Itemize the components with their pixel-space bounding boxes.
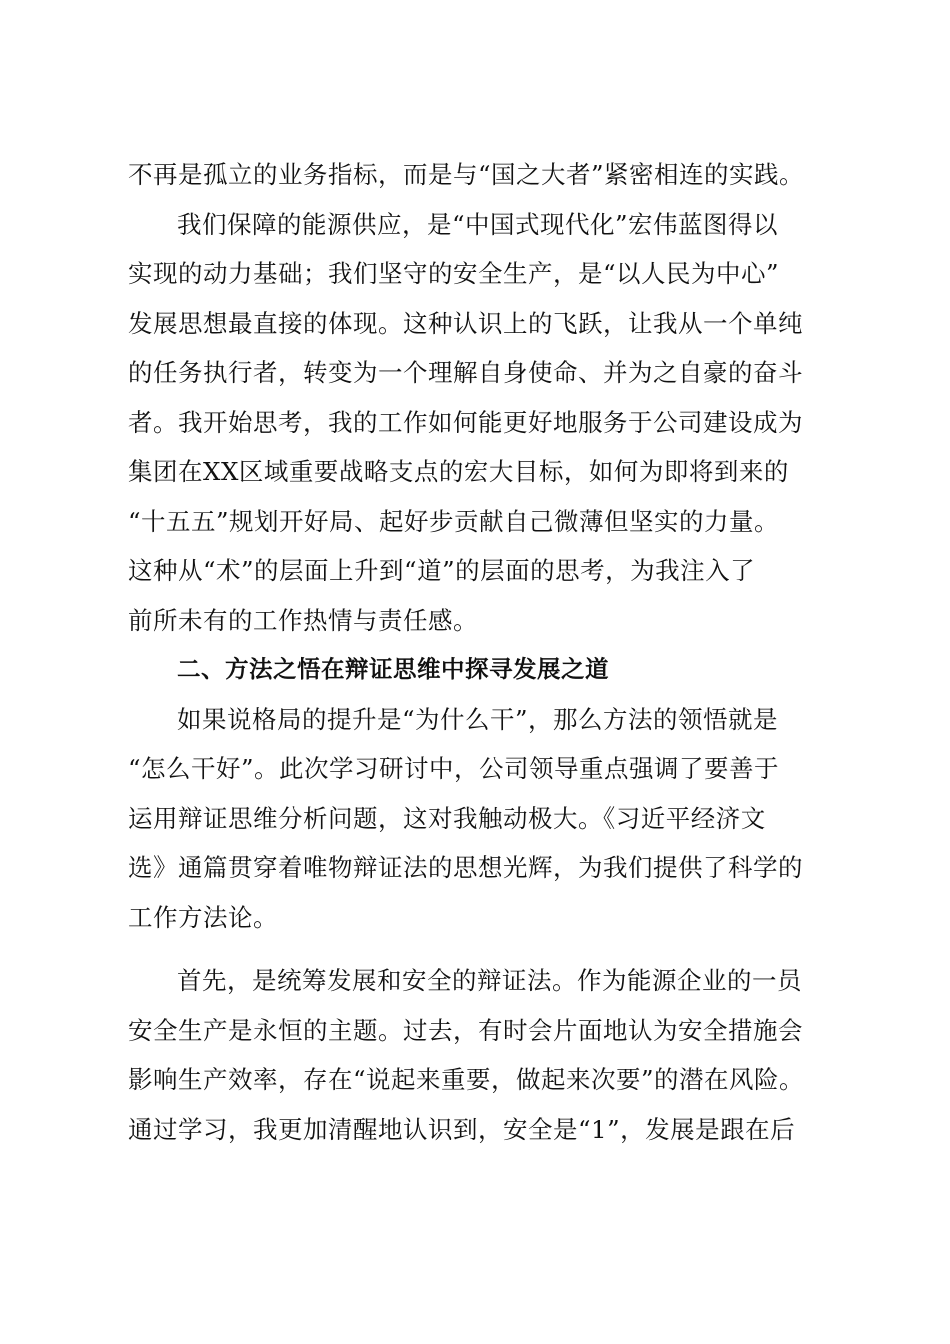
paragraph-line: 通过学习，我更加清醒地认识到，安全是“1”，发展是跟在后: [128, 1114, 796, 1144]
paragraph-line: 的任务执行者，转变为一个理解自身使命、并为之自豪的奋斗: [128, 358, 803, 387]
paragraph-line: 安全生产是永恒的主题。过去，有时会片面地认为安全措施会: [128, 1015, 803, 1045]
paragraph-gap: [128, 942, 833, 956]
paragraph-line: 首先，是统筹发展和安全的辩证法。作为能源企业的一员: [177, 966, 802, 995]
paragraph-line: 运用辩证思维分析问题，这对我触动极大。《习近平经济文: [128, 803, 766, 833]
paragraph-line: 前所未有的工作热情与责任感。: [128, 605, 478, 635]
paragraph-line: 集团在XX区域重要战略支点的宏大目标，如何为即将到来的: [128, 457, 789, 486]
paragraph-line: 工作方法论。: [128, 902, 278, 932]
document-body: [128, 150, 833, 1154]
paragraph-line: 如果说格局的提升是“为什么干”，那么方法的领悟就是: [177, 704, 779, 734]
paragraph-line: “怎么干好”。此次学习研讨中，公司领导重点强调了要善于: [128, 754, 780, 783]
paragraph-line: 我们保障的能源供应，是“中国式现代化”宏伟蓝图得以: [177, 209, 779, 239]
paragraph-line: 不再是孤立的业务指标，而是与“国之大者”紧密相连的实践。: [128, 160, 805, 189]
paragraph-line: 者。我开始思考，我的工作如何能更好地服务于公司建设成为: [128, 407, 803, 437]
section-heading: 二、方法之悟在辩证思维中探寻发展之道: [177, 655, 609, 683]
paragraph-line: 实现的动力基础；我们坚守的安全生产，是“以人民为中心”: [128, 259, 780, 288]
paragraph-line: 发展思想最直接的体现。这种认识上的飞跃，让我从一个单纯: [128, 308, 803, 338]
paragraph-line: 这种从“术”的层面上升到“道”的层面的思考，为我注入了: [128, 556, 756, 585]
paragraph-line: 选》通篇贯穿着唯物辩证法的思想光辉，为我们提供了科学的: [128, 853, 803, 882]
paragraph-line: 影响生产效率，存在“说起来重要，做起来次要”的潜在风险。: [128, 1065, 805, 1094]
paragraph-line: “十五五”规划开好局、起好步贡献自己微薄但坚实的力量。: [128, 506, 780, 536]
